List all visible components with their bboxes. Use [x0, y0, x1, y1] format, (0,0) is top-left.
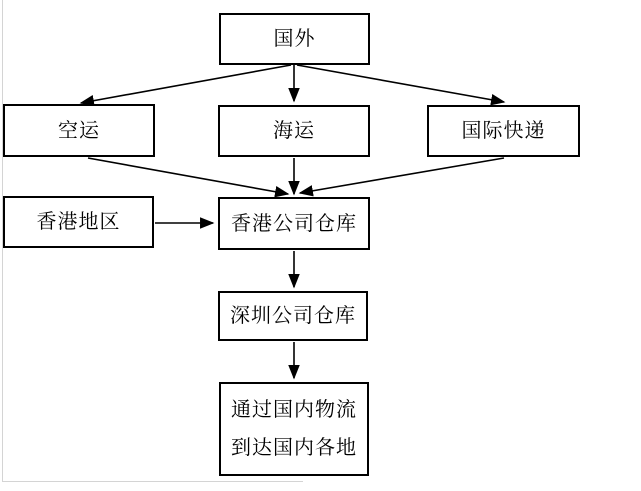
node-international-express — [427, 105, 580, 157]
connector-intlexpress-hkwarehouse — [300, 158, 504, 193]
node-overseas — [219, 13, 370, 65]
node-overseas-label: 国外 — [273, 28, 316, 50]
node-sea-freight — [218, 105, 370, 157]
node-air-freight — [3, 104, 155, 157]
node-air-freight-label: 空运 — [58, 119, 100, 142]
node-domestic-delivery-line1: 通过国内物流 — [231, 399, 357, 422]
node-international-express-label: 国际快递 — [461, 120, 546, 142]
connector-air-hkwarehouse — [88, 158, 288, 194]
node-hongkong-warehouse — [218, 197, 370, 250]
connector-overseas-air — [81, 65, 291, 103]
connector-overseas-intlexpress — [297, 65, 504, 102]
node-sea-freight-label: 海运 — [273, 120, 315, 142]
node-hongkong-region — [3, 196, 154, 248]
node-shenzhen-warehouse-label: 深圳公司仓库 — [230, 305, 356, 327]
node-shenzhen-warehouse — [218, 291, 368, 341]
node-hongkong-region-label: 香港地区 — [36, 211, 121, 233]
node-domestic-delivery — [219, 382, 369, 476]
node-domestic-delivery-line2: 到达国内各地 — [231, 436, 357, 459]
node-hongkong-warehouse-label: 香港公司仓库 — [231, 212, 357, 235]
